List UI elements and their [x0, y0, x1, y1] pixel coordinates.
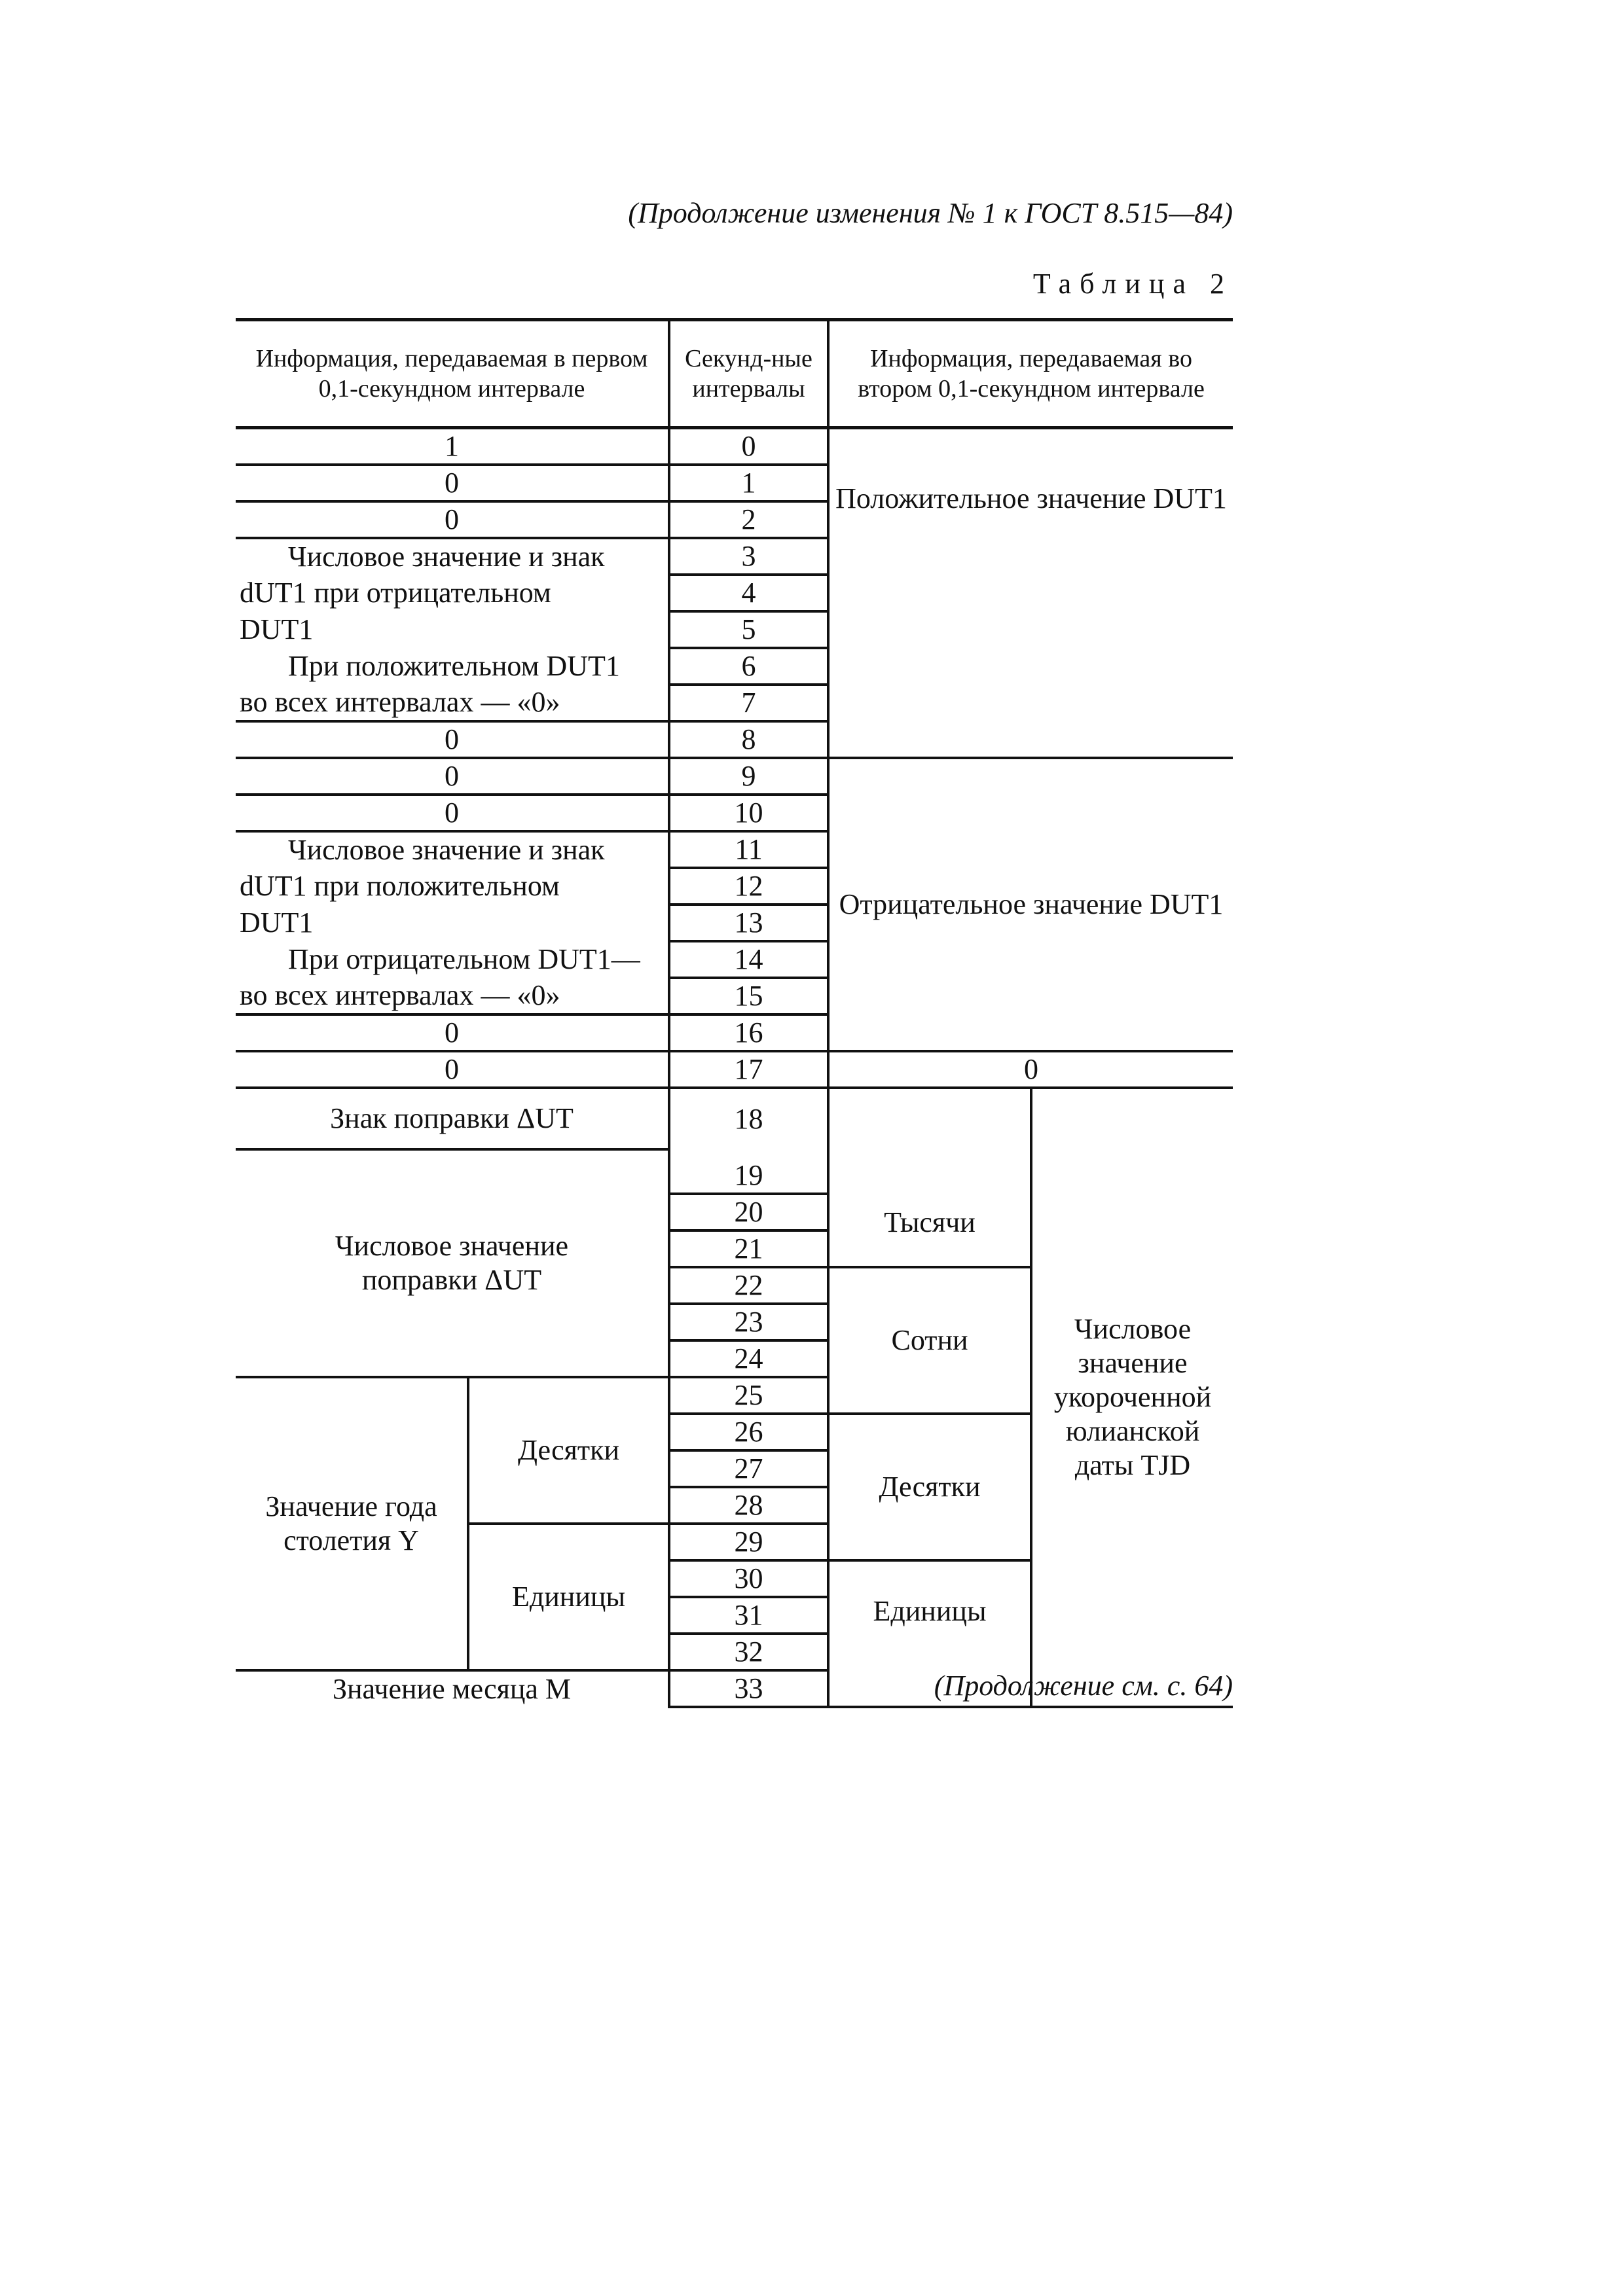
- second-number: 28: [669, 1487, 828, 1524]
- second-number: 23: [669, 1304, 828, 1340]
- first-cell: 0: [236, 465, 669, 501]
- second-number: 16: [669, 1014, 828, 1051]
- second-number: 14: [669, 941, 828, 978]
- second-number: 22: [669, 1267, 828, 1304]
- hundreds-cell: Сотни: [828, 1267, 1031, 1414]
- second-number: 3: [669, 538, 828, 575]
- second-number: 2: [669, 501, 828, 538]
- page-footer: (Продолжение см. с. 64): [934, 1670, 1233, 1702]
- units-cell: Единицы: [828, 1560, 1031, 1707]
- second-number: 0: [669, 428, 828, 465]
- year-tens-cell: Десятки: [468, 1377, 669, 1524]
- second-number: 17: [669, 1051, 828, 1088]
- table-header-row: [236, 320, 1233, 428]
- col1-header: Информация, передаваемая в первом 0,1-секундном интервале: [236, 320, 669, 428]
- page-header: (Продолжение изменения № 1 к ГОСТ 8.515—84): [628, 197, 1233, 229]
- year-cell: Значение года столетия Y: [236, 1377, 468, 1670]
- second-number: 10: [669, 795, 828, 831]
- table-row: [236, 758, 1233, 795]
- month-cell: Значение месяца M: [332, 1673, 572, 1705]
- second-number: 13: [669, 905, 828, 941]
- second-number: 5: [669, 611, 828, 648]
- first-cell: dUT1 при отрицательном: [240, 577, 551, 609]
- first-cell: DUT1: [240, 906, 314, 939]
- first-cell: во всех интервалах — «0»: [236, 978, 669, 1014]
- year-units-cell: Единицы: [468, 1524, 669, 1670]
- second-number: 7: [669, 685, 828, 721]
- tens-cell: Десятки: [828, 1414, 1031, 1560]
- col2-header: Секунд-ные интервалы: [669, 320, 828, 428]
- second-number: 19: [669, 1149, 828, 1194]
- tjd-cell: Числовое значение укороченной юлианской даты TJD: [1031, 1088, 1233, 1707]
- first-cell: При отрицательном DUT1—: [288, 943, 640, 975]
- first-cell: 1: [236, 428, 669, 465]
- first-cell: 0: [236, 758, 669, 795]
- table-row: [236, 1088, 1233, 1149]
- second-cell-17: 0: [828, 1051, 1233, 1088]
- second-number: 29: [669, 1524, 828, 1560]
- first-cell: 0: [236, 721, 669, 758]
- first-cell: во всех интервалах — «0»: [236, 685, 669, 721]
- first-cell: При положительном DUT1: [288, 650, 620, 682]
- second-number: 27: [669, 1450, 828, 1487]
- second-number: 11: [669, 831, 828, 868]
- first-cell: Числовое значение и знак: [288, 834, 605, 866]
- dut-sign-cell: Знак поправки ΔUT: [236, 1088, 669, 1149]
- col3-header: Информация, передаваемая во втором 0,1-секундном интервале: [828, 320, 1233, 428]
- table-label: Таблица 2: [1032, 268, 1233, 300]
- second-number: 26: [669, 1414, 828, 1450]
- second-number: 30: [669, 1560, 828, 1597]
- second-number: 6: [669, 648, 828, 685]
- second-number: 20: [669, 1194, 828, 1230]
- first-cell: DUT1: [240, 613, 314, 645]
- first-cell: 0: [236, 1051, 669, 1088]
- second-number: 15: [669, 978, 828, 1014]
- positive-dut1-cell: Положительное значение DUT1: [828, 428, 1233, 759]
- second-number: 4: [669, 575, 828, 611]
- second-number: 8: [669, 721, 828, 758]
- second-number: 24: [669, 1340, 828, 1377]
- second-number: 25: [669, 1377, 828, 1414]
- second-number: 33: [669, 1670, 828, 1707]
- first-cell: 0: [236, 1014, 669, 1051]
- second-number: 9: [669, 758, 828, 795]
- second-number: 31: [669, 1597, 828, 1634]
- first-cell: Числовое значение и знак: [288, 541, 605, 573]
- table-row: [236, 428, 1233, 465]
- second-number: 32: [669, 1634, 828, 1670]
- negative-dut1-cell: Отрицательное значение DUT1: [828, 758, 1233, 1051]
- time-code-table: [236, 318, 1233, 1708]
- first-cell: dUT1 при положительном: [240, 870, 560, 902]
- second-number: 12: [669, 868, 828, 905]
- first-cell: 0: [236, 501, 669, 538]
- dut-value-cell: Числовое значение поправки ΔUT: [236, 1149, 669, 1377]
- second-number: 18: [669, 1088, 828, 1149]
- first-cell: 0: [236, 795, 669, 831]
- thousands-cell: Тысячи: [828, 1088, 1031, 1267]
- second-number: 21: [669, 1230, 828, 1267]
- table-row: [236, 1051, 1233, 1088]
- second-number: 1: [669, 465, 828, 501]
